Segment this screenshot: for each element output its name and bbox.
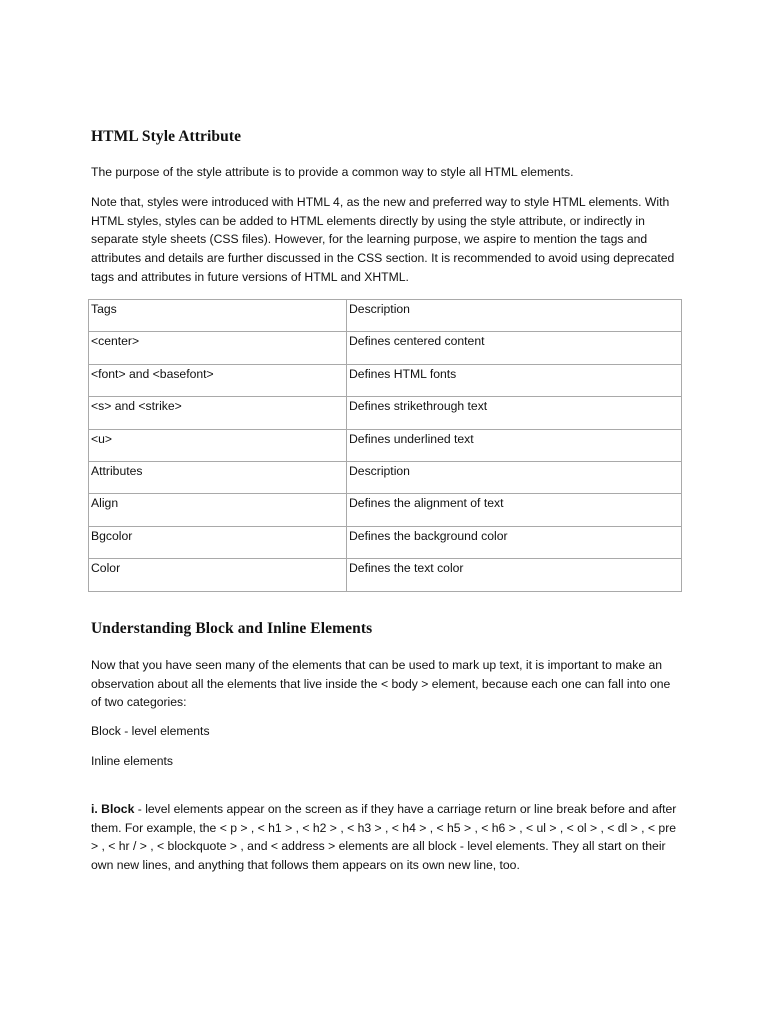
table-cell: Align <box>89 494 347 526</box>
table-cell: Defines the background color <box>347 526 682 558</box>
table-row <box>89 332 682 364</box>
table-cell: Bgcolor <box>89 526 347 558</box>
table-cell: Defines centered content <box>347 332 682 364</box>
table-cell: Tags <box>89 300 347 332</box>
block-inline-intro-paragraph: Now that you have seen many of the elements that can be used to mark up text, it is important to make an observation about all the elements that live inside the < body > element, because each one can fall into one of two categories: <box>91 658 671 710</box>
category-block-level: Block - level elements <box>91 724 210 738</box>
table-cell: Attributes <box>89 461 347 493</box>
note-paragraph: Note that, styles were introduced with HTML 4, as the new and preferred way to style HTML elements. With HTML styles, styles can be added to HTML elements directly by using the style attribute, or indirectly in separate style sheets (CSS files). However, for the learning purpose, we aspire to mention the tags and attributes and details are further discussed in the CSS section. It is recommended to avoid using deprecated tags and attributes in future versions of HTML and XHTML. <box>91 195 675 284</box>
table-cell: <font> and <basefont> <box>89 364 347 396</box>
table-cell: Defines the alignment of text <box>347 494 682 526</box>
intro-paragraph: The purpose of the style attribute is to provide a common way to style all HTML elements. <box>91 165 574 179</box>
table-row <box>89 429 682 461</box>
table-row <box>89 397 682 429</box>
table-cell: <center> <box>89 332 347 364</box>
table-row <box>89 494 682 526</box>
table-row <box>89 300 682 332</box>
table-cell: <u> <box>89 429 347 461</box>
block-level-paragraph <box>91 800 683 875</box>
table-cell: Color <box>89 559 347 591</box>
table-cell: Defines HTML fonts <box>347 364 682 396</box>
table-row <box>89 364 682 396</box>
table-cell: Defines strikethrough text <box>347 397 682 429</box>
table-cell: Description <box>347 461 682 493</box>
table-row <box>89 559 682 591</box>
section-heading-style-attribute: HTML Style Attribute <box>91 128 242 145</box>
table-cell: <s> and <strike> <box>89 397 347 429</box>
block-description: - level elements appear on the screen as if they have a carriage return or line break before and after them. For example, the < p > , < h1 > , < h2 > , < h3 > , < h4 > , < h5 > , < h6 > , < ul > , < ol > , < dl > , < pre > , < hr / > , < blockquote > , and < address > elements are all block - level elements. They all start on their own new lines, and anything that follows them appears on its own new line, too. <box>91 802 677 873</box>
category-inline: Inline elements <box>91 754 173 768</box>
table-cell: Defines underlined text <box>347 429 682 461</box>
table-cell: Defines the text color <box>347 559 682 591</box>
table-cell: Description <box>347 300 682 332</box>
table-row <box>89 461 682 493</box>
tags-attributes-table <box>88 299 682 592</box>
block-prefix: i. Block <box>91 802 135 816</box>
section-heading-block-inline: Understanding Block and Inline Elements <box>91 620 373 637</box>
table-row <box>89 526 682 558</box>
